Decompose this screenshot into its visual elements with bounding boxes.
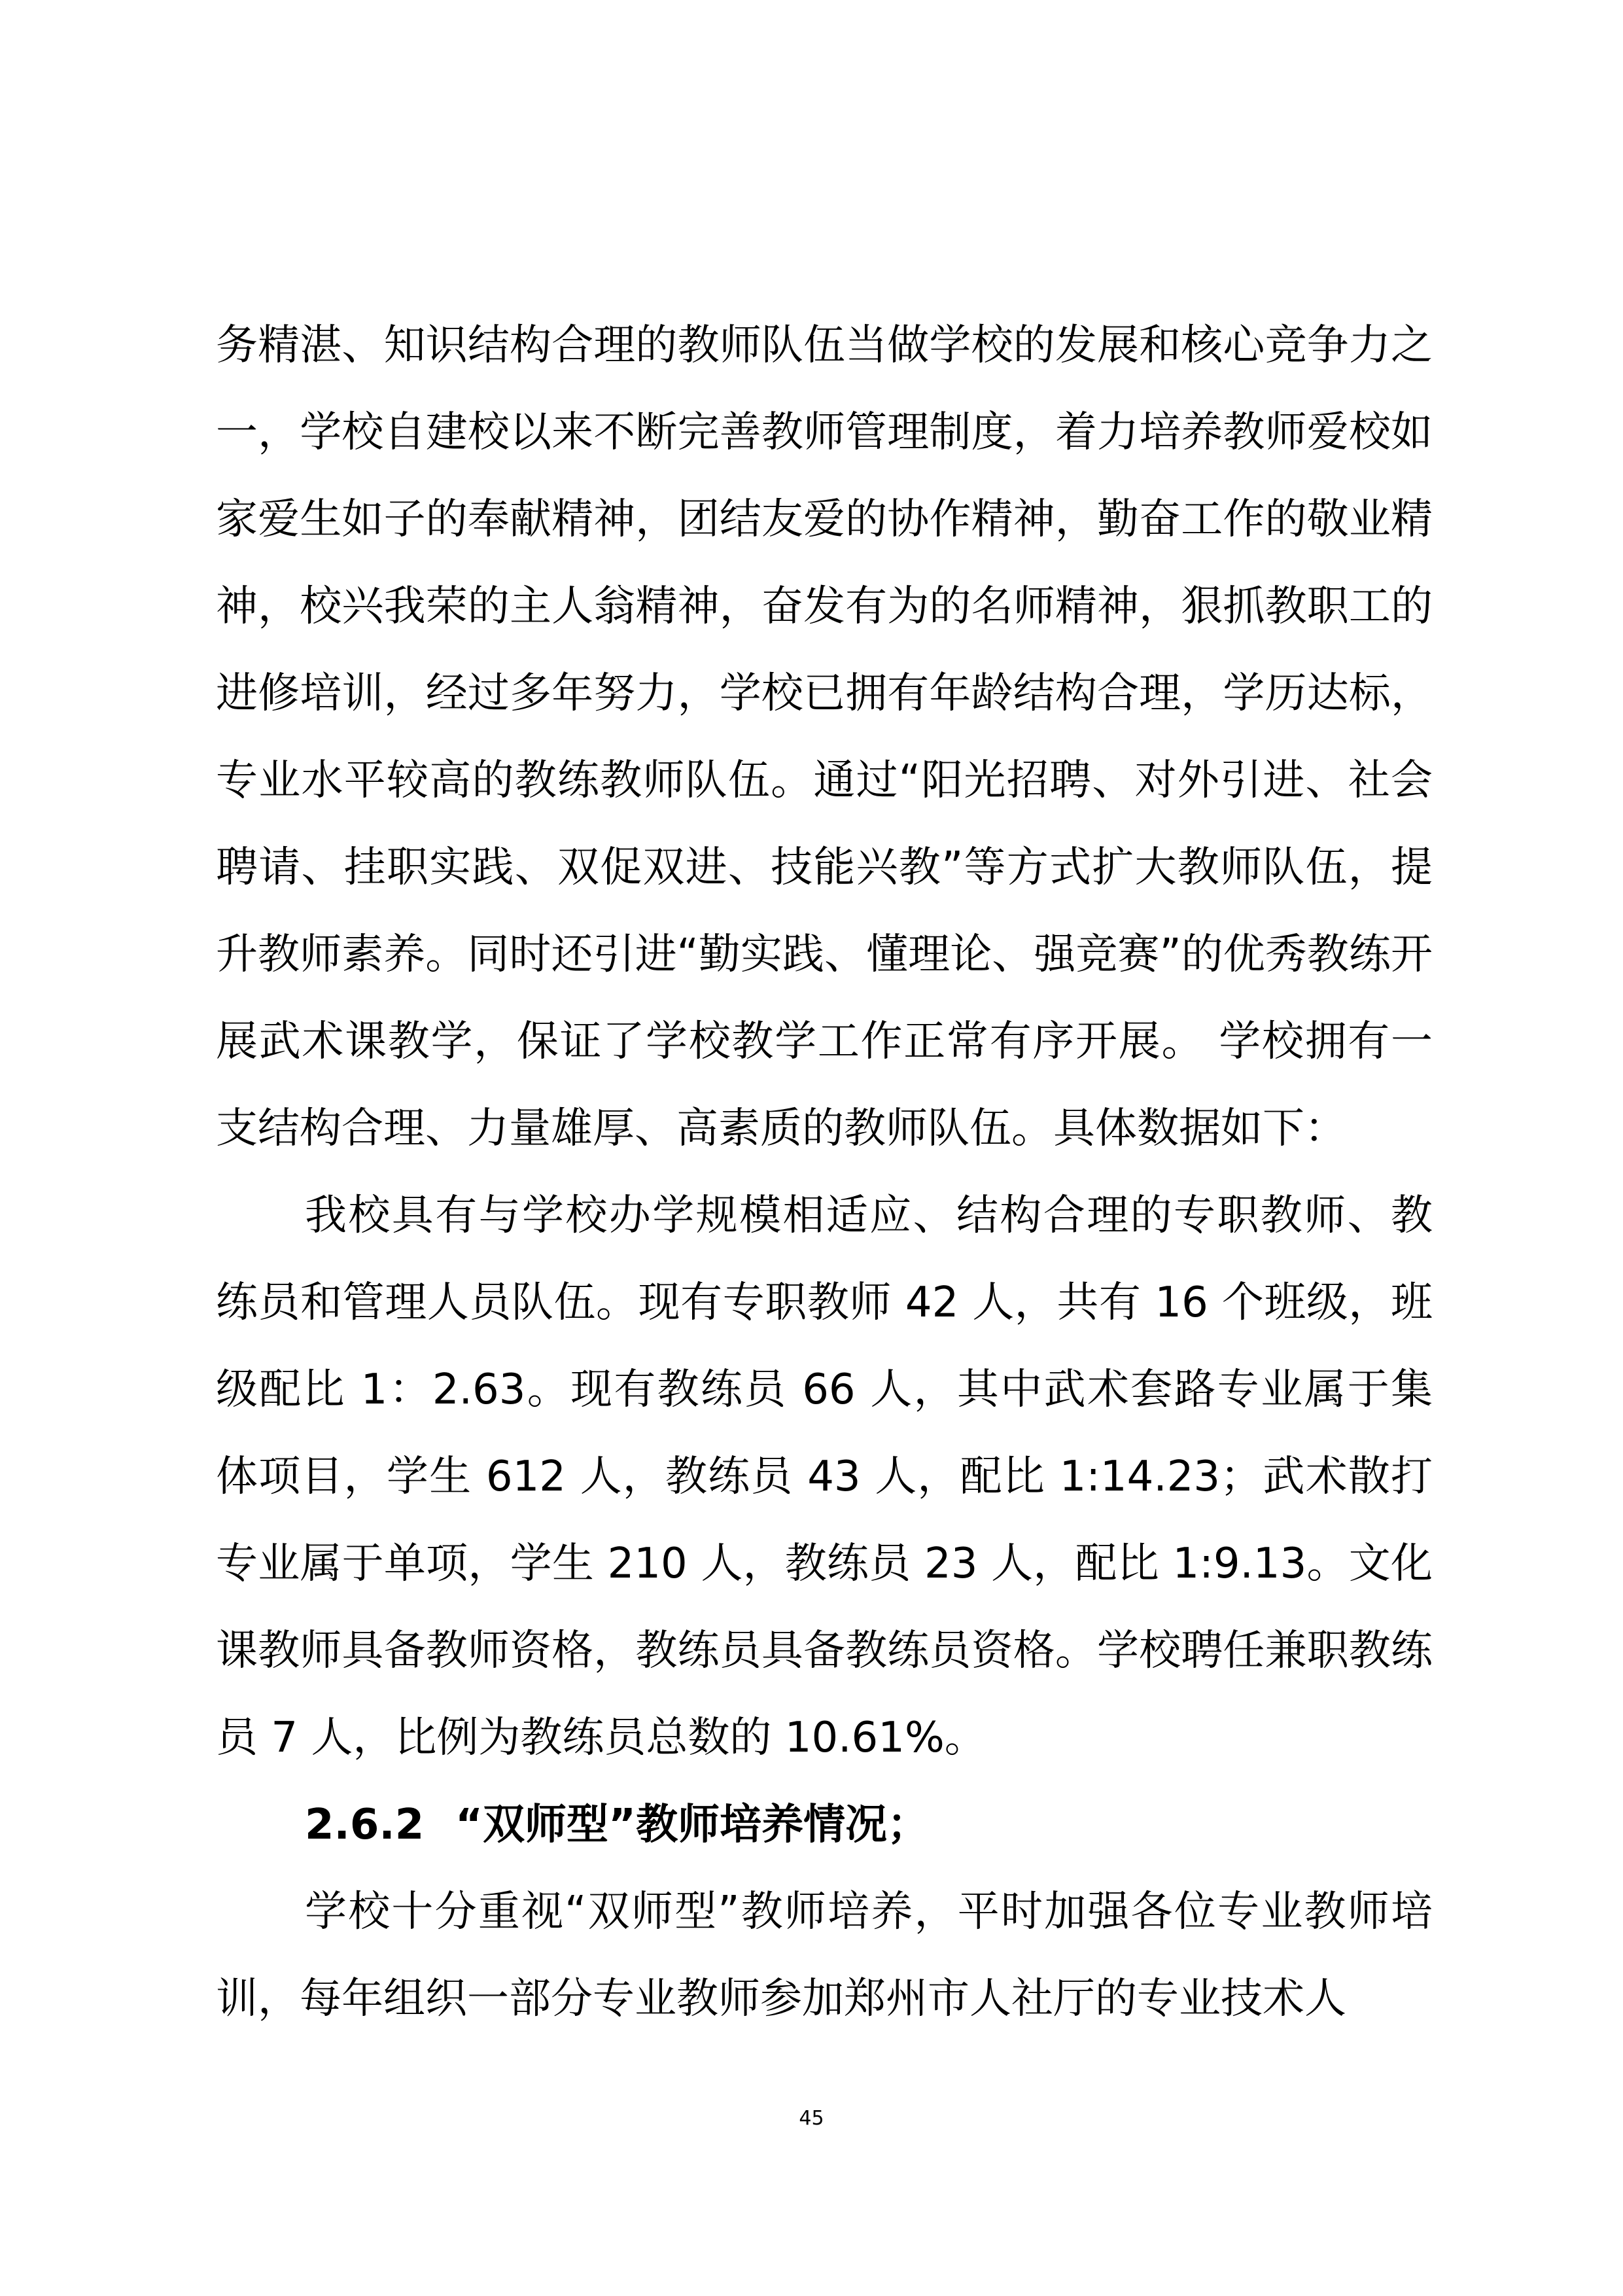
section-number: 2.6.2 bbox=[305, 1801, 425, 1849]
page-number: 45 bbox=[799, 2107, 824, 2130]
paragraph-continued: 务精湛、知识结构合理的教师队伍当做学校的发展和核心竞争力之一，学校自建校以来不断完善教师管理制度，着力培养教师爱校如家爱生如子的奉献精神，团结友爱的协作精神，勤奋工作的敬业精神，校兴我荣的主人翁精神，奋发有为的名师精神，狠抓教职工的进修培训，经过多年努力，学校已拥有年龄结构合理，学历达标，专业水平较高的教练教师队伍。通过“阳光招聘、对外引进、社会聘请、挂职实践、双促双进、技能兴教”等方式扩大教师队伍，提升教师素养。同时还引进“勤实践、懂理论、强竞赛”的优秀教练开展武术课教学，保证了学校教学工作正常有序开展。 学校拥有一支结构合理、力量雄厚、高素质的教师队伍。具体数据如下： bbox=[216, 321, 1433, 1153]
section-heading bbox=[216, 1782, 1433, 1869]
section-title: “双师型”教师培养情况； bbox=[455, 1801, 930, 1849]
paragraph-dual-teacher-training: 学校十分重视“双师型”教师培养，平时加强各位专业教师培训，每年组织一部分专业教师参加郑州市人社厅的专业技术人 bbox=[216, 1888, 1433, 2023]
body-text bbox=[216, 302, 1433, 2043]
paragraph-staff-statistics: 我校具有与学校办学规模相适应、结构合理的专职教师、教练员和管理人员队伍。现有专职教师 42 人，共有 16 个班级，班级配比 1：2.63。现有教练员 66 人，其中武术套路专业属于集体项目，学生 612 人，教练员 43 人，配比 1:14.23；武术散打专业属于单项，学生 210 人，教练员 23 人，配比 1:9.13。文化课教师具备教师资格，教练员具备教练员资格。学校聘任兼职教练员 7 人，比例为教练员总数的 10.61%。 bbox=[216, 1192, 1433, 1762]
